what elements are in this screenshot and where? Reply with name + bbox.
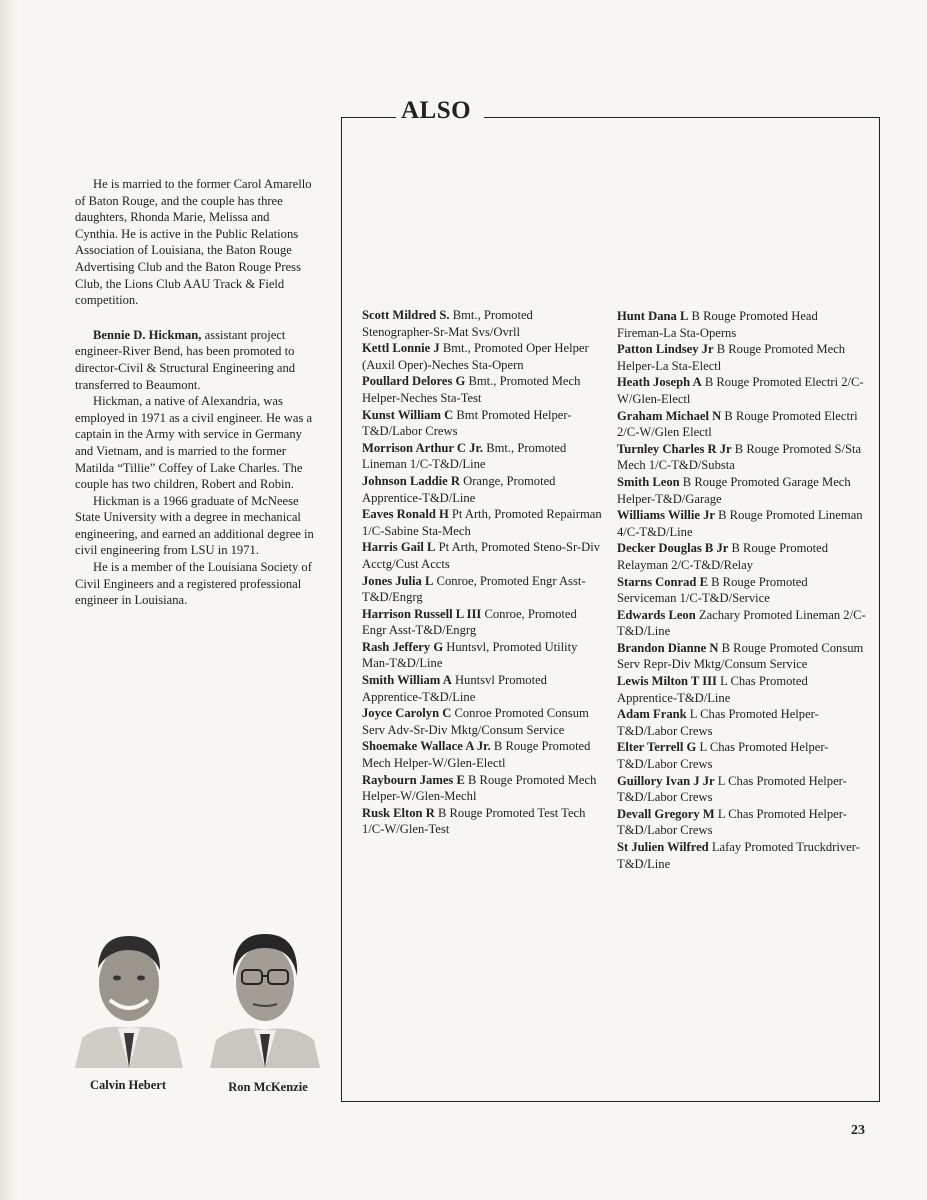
promotion-details: Conroe Promoted Consum Serv Adv-Sr-Div Mktg/Consum Service — [362, 706, 589, 737]
promotion-entry — [362, 473, 602, 506]
promotion-details: B Rouge Promoted Garage Mech Helper-T&D/Garage — [617, 474, 851, 506]
promotion-entry — [617, 706, 867, 739]
promotion-details: L Chas Promoted Helper-T&D/Labor Crews — [617, 707, 819, 738]
employee-name: Jones Julia L — [362, 573, 434, 588]
box-top-rule — [341, 117, 396, 118]
promotion-entry — [362, 705, 602, 738]
promotion-entry — [617, 474, 867, 507]
employee-name: Edwards Leon — [617, 607, 696, 622]
promotions-list-column-1 — [362, 307, 602, 838]
employee-name: Eaves Ronald H — [362, 507, 449, 522]
promotion-entry — [617, 773, 867, 806]
article-paragraph: He is married to the former Carol Amarello of Baton Rouge, and the couple has three daughters, Rhonda Marie, Melissa and Cynthia. He is active in the Public Relations Association of Louisiana, the Baton Rouge Advertising Club and the Baton Rouge Press Club, the Lions Club AAU Track & Field competition. — [75, 177, 312, 308]
promotion-entry — [617, 341, 867, 374]
photo-caption: Ron McKenzie — [228, 1080, 308, 1094]
promotion-entry — [362, 573, 602, 606]
promotions-list-column-2 — [617, 308, 867, 872]
promotion-entry — [362, 805, 602, 838]
promotion-entry — [362, 407, 602, 440]
promotion-details: B Rouge Promoted Mech Helper-W/Glen-Electl — [362, 739, 591, 771]
promotion-entry — [362, 606, 602, 639]
article-text: assistant project engineer-River Bend, has been promoted to director-Civil & Structural Engineering and transferred to Beaumont. — [75, 327, 296, 392]
promotion-details: Bmt., Promoted Mech Helper-Neches Sta-Test — [362, 374, 581, 405]
promotion-details: B Rouge Promoted Serviceman 1/C-T&D/Service — [617, 574, 808, 606]
box-top-rule — [484, 117, 879, 118]
promotion-entry — [362, 772, 602, 805]
promotion-details: B Rouge Promoted Consum Serv Repr-Div Mktg/Consum Service — [617, 640, 864, 672]
employee-name: Smith Leon — [617, 474, 680, 489]
article-column — [75, 176, 315, 609]
employee-name: Kunst William C — [362, 407, 454, 422]
employee-name: Devall Gregory M — [617, 806, 715, 821]
promotion-entry — [617, 607, 867, 640]
promotion-entry — [362, 373, 602, 406]
promotion-details: B Rouge Promoted Electri 2/C-W/Glen Electl — [617, 408, 858, 440]
promotion-entry — [617, 673, 867, 706]
person-name: Bennie D. Hickman, — [93, 327, 202, 342]
promotion-details: Pt Arth, Promoted Steno-Sr-Div Acctg/Cust Accts — [362, 540, 600, 571]
employee-name: Graham Michael N — [617, 408, 722, 423]
promotion-entry — [617, 640, 867, 673]
employee-name: Scott Mildred S. — [362, 308, 450, 322]
employee-name: Johnson Laddie R — [362, 473, 460, 488]
promotion-entry — [617, 806, 867, 839]
promotion-entry — [617, 739, 867, 772]
promotion-entry — [362, 738, 602, 771]
promotion-details: Huntsvl, Promoted Utility Man-T&D/Line — [362, 639, 578, 671]
promotion-details: Orange, Promoted Apprentice-T&D/Line — [362, 473, 556, 505]
promotion-details: B Rouge Promoted Mech Helper-La Sta-Electl — [617, 342, 846, 373]
employee-name: Starns Conrad E — [617, 574, 708, 589]
promotion-details: L Chas Promoted Helper-T&D/Labor Crews — [617, 806, 847, 838]
promotion-details: B Rouge Promoted Test Tech 1/C-W/Glen-Test — [362, 805, 586, 837]
promotion-details: Bmt., Promoted Lineman 1/C-T&D/Line — [362, 440, 567, 472]
promotion-details: B Rouge Promoted S/Sta Mech 1/C-T&D/Substa — [617, 441, 862, 473]
promotion-details: Zachary Promoted Lineman 2/C-T&D/Line — [617, 607, 866, 639]
promotion-details: Lafay Promoted Truckdriver-T&D/Line — [617, 840, 860, 871]
employee-name: Rash Jeffery G — [362, 639, 444, 654]
promotion-entry — [617, 308, 867, 341]
promotion-entry — [617, 374, 867, 407]
employee-name: Decker Douglas B Jr — [617, 541, 729, 556]
employee-name: Turnley Charles R Jr — [617, 441, 732, 456]
employee-name: St Julien Wilfred — [617, 840, 709, 854]
page-number: 23 — [851, 1123, 865, 1138]
employee-name: Smith William A — [362, 673, 452, 688]
promotion-details: L Chas Promoted Helper-T&D/Labor Crews — [617, 773, 847, 805]
article-paragraph: Hickman, a native of Alexandria, was employed in 1971 as a civil engineer. He was a captain in the Army with service in Germany and Vietnam, and is married to the former Matilda “Tillie” Coffey of Lake Charles. The couple has two children, Robert and Robin. — [75, 394, 313, 492]
portrait-photo-calvin-hebert — [70, 928, 188, 1068]
promotion-details: Bmt., Promoted Oper Helper (Auxil Oper)-Neches Sta-Opern — [362, 341, 589, 372]
promotion-details: Conroe, Promoted Engr Asst-T&D/Engrg — [362, 573, 586, 605]
employee-name: Joyce Carolyn C — [362, 706, 452, 721]
employee-name: Lewis Milton T III — [617, 674, 717, 689]
portrait-photo-ron-mckenzie — [206, 928, 324, 1068]
promotion-details: Bmt Promoted Helper-T&D/Labor Crews — [362, 407, 572, 439]
promotion-entry — [617, 408, 867, 441]
promotion-details: B Rouge Promoted Lineman 4/C-T&D/Line — [617, 508, 863, 539]
promotion-entry — [617, 441, 867, 474]
promotion-details: L Chas Promoted Apprentice-T&D/Line — [617, 674, 808, 705]
promotion-entry — [362, 639, 602, 672]
promotion-details: B Rouge Promoted Head Fireman-La Sta-Operns — [617, 309, 818, 340]
employee-name: Harrison Russell L III — [362, 606, 482, 621]
employee-name: Williams Willie Jr — [617, 508, 715, 523]
employee-name: Brandon Dianne N — [617, 640, 719, 655]
employee-name: Poullard Delores G — [362, 374, 466, 389]
promotion-details: Bmt., Promoted Stenographer-Sr-Mat Svs/Ovrll — [362, 308, 533, 339]
promotion-details: L Chas Promoted Helper-T&D/Labor Crews — [617, 740, 829, 772]
promotion-entry — [617, 574, 867, 607]
employee-name: Heath Joseph A — [617, 375, 702, 390]
promotion-entry — [617, 507, 867, 540]
promotion-entry — [362, 440, 602, 473]
article-paragraph: Hickman is a 1966 graduate of McNeese State University with a degree in mechanical engineering, and earned an additional degree in civil engineering from LSU in 1971. — [75, 493, 314, 558]
promotion-details: Huntsvl Promoted Apprentice-T&D/Line — [362, 673, 547, 704]
promotion-entry — [362, 340, 602, 373]
photo-caption: Calvin Hebert — [89, 1078, 167, 1092]
promotion-details: Pt Arth, Promoted Repairman 1/C-Sabine Sta-Mech — [362, 507, 602, 538]
employee-name: Patton Lindsey Jr — [617, 342, 714, 357]
promotion-entry — [362, 307, 602, 340]
promotion-entry — [617, 540, 867, 573]
promotion-details: B Rouge Promoted Relayman 2/C-T&D/Relay — [617, 541, 829, 572]
employee-name: Guillory Ivan J Jr — [617, 773, 715, 788]
promotion-details: B Rouge Promoted Electri 2/C-W/Glen-Electl — [617, 375, 864, 406]
promotion-entry — [362, 672, 602, 705]
promotion-details: Conroe, Promoted Engr Asst-T&D/Engrg — [362, 606, 577, 638]
employee-name: Shoemake Wallace A Jr. — [362, 739, 491, 754]
employee-name: Rusk Elton R — [362, 805, 435, 820]
section-heading: ALSO — [401, 97, 472, 124]
promotion-details: B Rouge Promoted Mech Helper-W/Glen-Mechl — [362, 772, 597, 804]
employee-name: Kettl Lonnie J — [362, 341, 440, 356]
employee-name: Harris Gail L — [362, 540, 436, 555]
article-paragraph — [75, 327, 315, 393]
employee-name: Morrison Arthur C Jr. — [362, 440, 484, 455]
employee-name: Elter Terrell G — [617, 740, 697, 755]
promotion-entry — [362, 539, 602, 572]
promotion-entry — [362, 506, 602, 539]
employee-name: Raybourn James E — [362, 772, 465, 787]
employee-name: Hunt Dana L — [617, 309, 689, 323]
promotion-entry — [617, 839, 867, 872]
employee-name: Adam Frank — [617, 707, 687, 722]
article-paragraph: He is a member of the Louisiana Society of Civil Engineers and a registered professional engineer in Louisiana. — [75, 560, 312, 608]
